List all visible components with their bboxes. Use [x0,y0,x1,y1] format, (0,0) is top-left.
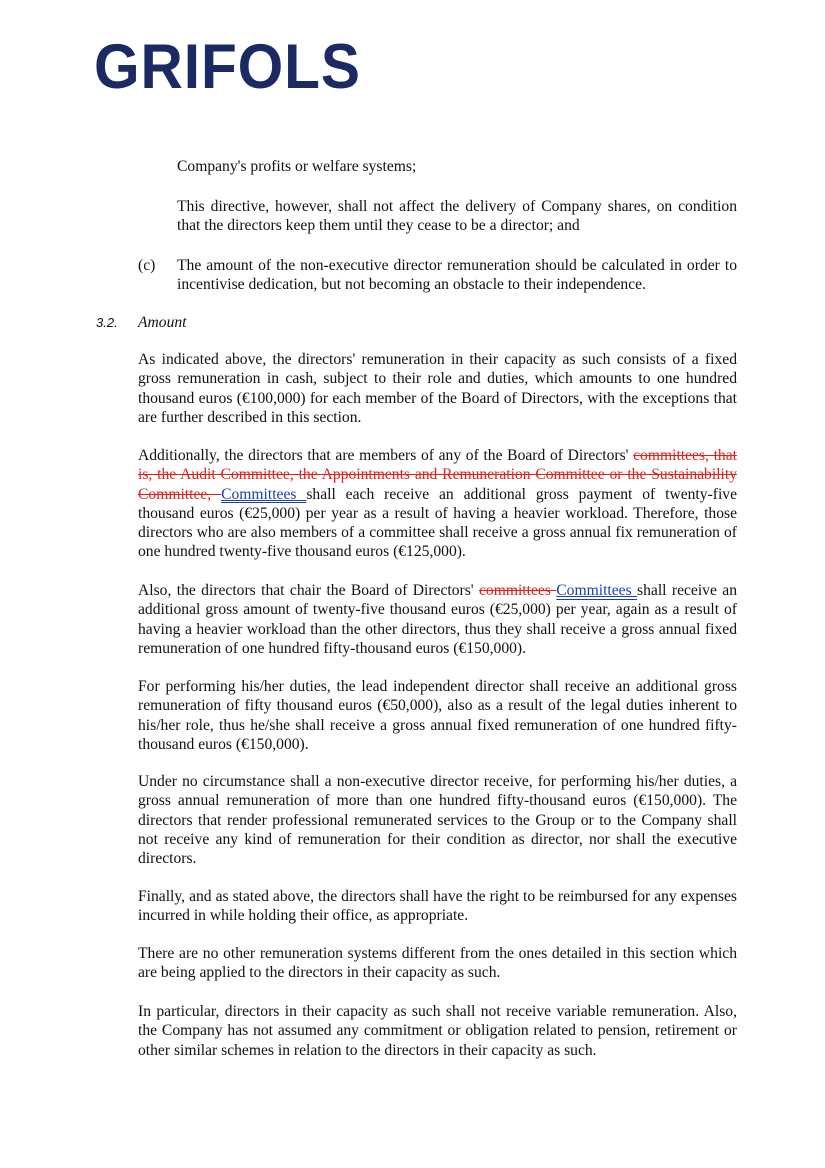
section-number: 3.2. [96,315,118,330]
paragraph-maximum-remuneration: Under no circumstance shall a non-executive director receive, for performing his/her duties, a gross annual remuneration of more than one hundred fifty-thousand euros (€150,000). The directors that render professional remunerated services to the Group or to the Company shall not receive any kind of remuneration for their condition as director, nor shall the executive directors. [138,773,737,868]
tracked-insertion: Committees [556,582,638,599]
tracked-deletion: committees [479,582,557,599]
paragraph-variable-remuneration: In particular, directors in their capacity as such shall not receive variable remuneration. Also, the Company has not assumed any commitment or obligation related to pension, retirement or other similar schemes in relation to the directors in their capacity as such. [138,1003,737,1059]
section-title: Amount [138,314,187,331]
paragraph-text: shall receive an additional gross amount of twenty-five thousand euros (€25,000) per year, again as a result of having a heavier workload than the other directors, thus they shall receive a gross annual fixed remuneration of one hundred fifty-thousand euros (€150,000). [138,582,738,657]
paragraph-text: shall each receive an additional gross payment of twenty-five thousand euros (€25,000) per year as a result of having a heavier workload. Therefore, those directors who are also members of a committee shall receive a gross annual fix remuneration of one hundred twenty-five thousand euros (€125,000). [138,485,738,561]
paragraph-lead-independent: For performing his/her duties, the lead independent director shall receive an additional gross remuneration of fifty thousand euros (€50,000), also as a result of the legal duties inherent to his/her role, thus he/she shall receive a gross annual fixed remuneration of one hundred fifty-thousand euros (€150,000). [138,678,737,753]
paragraph-fixed-remuneration: As indicated above, the directors' remuneration in their capacity as such consists of a fixed gross remuneration in cash, subject to their role and duties, which amounts to one hundred thousand euros (€100,000) for each member of the Board of Directors, with the exceptions that are further described in this section. [138,351,737,426]
grifols-logo: GRIFOLS [94,32,361,102]
list-item-c-label: (c) [138,257,156,274]
list-continuation: Company's profits or welfare systems; [177,158,417,175]
directive-paragraph: This directive, however, shall not affect the delivery of Company shares, on condition that the directors keep them until they cease to be a director; and [177,198,737,235]
tracked-insertion: Committees [221,485,307,503]
paragraph-committee-chairs [138,581,737,658]
tracked-deletion: committees, that is, the Audit Committee, the Appointments and Remuneration Committee or the Sustainability Committee, [138,447,737,503]
paragraph-text: Additionally, the directors that are members of any of the Board of Directors' [138,447,634,464]
paragraph-other-systems: There are no other remuneration systems different from the ones detailed in this section which are being applied to the directors in their capacity as such. [138,945,737,982]
paragraph-committee-members [138,446,737,562]
list-item-c-text: The amount of the non-executive director remuneration should be calculated in order to incentivise dedication, but not becoming an obstacle to their independence. [177,257,737,294]
paragraph-expenses: Finally, and as stated above, the directors shall have the right to be reimbursed for any expenses incurred in while holding their office, as appropriate. [138,888,737,925]
paragraph-text: Also, the directors that chair the Board of Directors' [138,582,479,599]
